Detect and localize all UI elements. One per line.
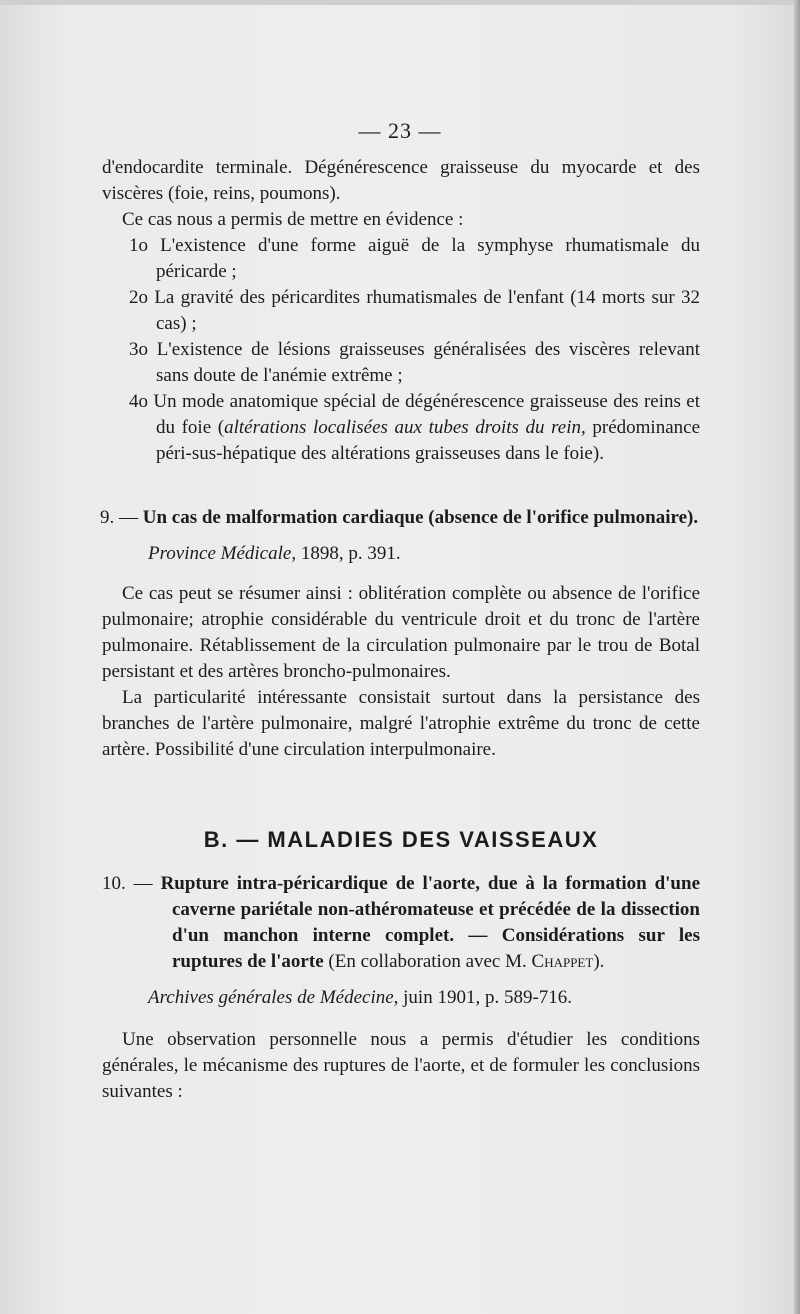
entry-9-reference [102, 541, 700, 567]
list-item-4-text-b: , prédominance péri-sus-hépatique des altérations graisseuses dans le foie). [156, 417, 700, 464]
entry-10-author: Chappet [531, 951, 594, 972]
entry-9-number: 9. — [100, 507, 143, 528]
entry-10-journal: Archives générales de Médecine [148, 987, 394, 1008]
entry-10-end: ). [593, 951, 605, 972]
scan-edge-top [0, 0, 800, 5]
entry-9-heading [102, 505, 700, 531]
page-number: — 23 — [358, 118, 442, 143]
entry-9-paragraph-1: Ce cas peut se résumer ainsi : oblitération complète ou absence de l'orifice pulmonaire; atrophie considérable du ventricule droit et du tronc de l'artère pulmonaire. Rétablissement de la circulation pulmonaire par le trou de Botal persistant et des artères broncho-pulmonaires. [102, 583, 700, 682]
list-item-3: 3o L'existence de lésions graisseuses généralisées des viscères relevant sans doute de l'anémie extrême ; [129, 339, 700, 386]
entry-9-journal: Province Médicale [148, 543, 292, 564]
entry-10-title: Rupture intra-péricardique de l'aorte, due à la formation d'une caverne pariétale non-athéromateuse et précédée de la dissection d'un manchon interne complet. — Considérations sur les ruptures de l'aorte [160, 873, 701, 972]
list-item-4 [102, 389, 700, 467]
paragraph-intro: Ce cas nous a permis de mettre en évidence : [122, 209, 464, 230]
entry-10-collab: (En collaboration avec M. [323, 951, 532, 972]
entry-9-title: Un cas de malformation cardiaque [142, 507, 424, 528]
list-item-2: 2o La gravité des péricardites rhumatismales de l'enfant (14 morts sur 32 cas) ; [129, 287, 700, 334]
scan-edge-right [794, 0, 800, 1314]
paragraph-continuation: d'endocardite terminale. Dégénérescence graisseuse du myocarde et des viscères (foie, reins, poumons). [102, 157, 700, 204]
entry-10-paragraph: Une observation personnelle nous a permis d'étudier les conditions générales, le mécanisme des ruptures de l'aorte, et de formuler les conclusions suivantes : [102, 1029, 700, 1102]
page-body [102, 155, 700, 1105]
entry-9-ref-details: , 1898, p. 391. [291, 543, 401, 564]
list-item-4-italic: altérations localisées aux tubes droits du rein [224, 417, 582, 438]
list-item-4-text-a: 4o Un mode anatomique spécial de dégénérescence graisseuse des reins et du foie ( [129, 391, 700, 438]
section-heading: B. — MALADIES DES VAISSEAUX [203, 827, 599, 852]
list-item-1: 1o L'existence d'une forme aiguë de la symphyse rhumatismale du péricarde ; [129, 235, 700, 282]
entry-10-heading [102, 871, 700, 975]
entry-10-number: 10. — [102, 873, 161, 894]
entry-10-ref-details: , juin 1901, p. 589-716. [393, 987, 573, 1008]
entry-9-paragraph-2: La particularité intéressante consistait surtout dans la persistance des branches de l'artère pulmonaire, malgré l'atrophie extrême du tronc de cette artère. Possibilité d'une circulation interpulmonaire. [102, 687, 700, 760]
entry-10-reference [102, 985, 700, 1011]
entry-9-title-rest: (absence de l'orifice pulmonaire). [423, 507, 699, 528]
